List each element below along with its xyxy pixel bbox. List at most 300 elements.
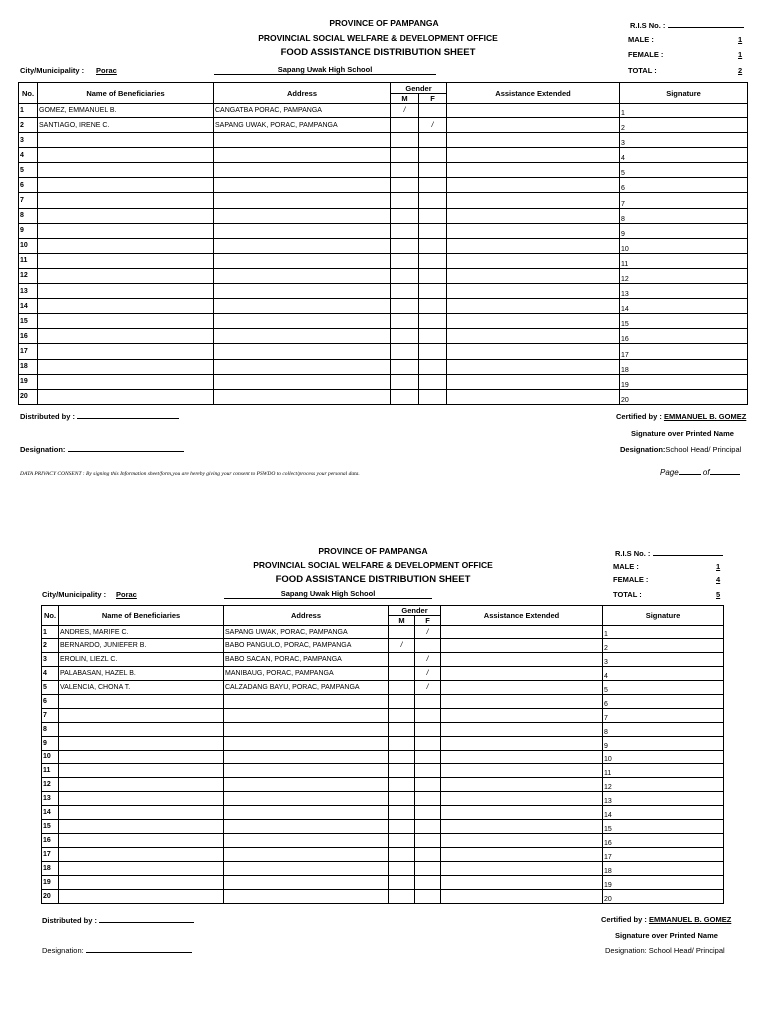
assistance-cell xyxy=(441,722,603,736)
gender-f-mark xyxy=(419,359,447,374)
col-gender-header: Gender xyxy=(391,83,447,94)
table-row xyxy=(19,118,748,133)
table-row xyxy=(42,652,724,666)
gender-f-mark: / xyxy=(419,118,447,133)
beneficiary-address xyxy=(224,834,389,848)
signature-over-name: Signature over Printed Name xyxy=(615,931,718,940)
signature-cell: 17 xyxy=(603,848,724,862)
table-row xyxy=(19,208,748,223)
gender-m-mark xyxy=(389,722,415,736)
assistance-cell xyxy=(447,178,620,193)
assistance-cell xyxy=(447,359,620,374)
gender-m-mark xyxy=(391,284,419,299)
gender-f-mark xyxy=(415,834,441,848)
beneficiary-address xyxy=(224,820,389,834)
gender-f-mark xyxy=(419,163,447,178)
table-row xyxy=(42,875,724,889)
gender-f-mark xyxy=(419,193,447,208)
assistance-cell xyxy=(447,314,620,329)
beneficiary-name xyxy=(59,750,224,764)
male-label: MALE : xyxy=(613,562,639,571)
row-number: 19 xyxy=(42,875,59,889)
gender-f-mark xyxy=(415,792,441,806)
beneficiary-name xyxy=(38,284,214,299)
beneficiary-address: CANGATBA PORAC, PAMPANGA xyxy=(214,104,391,118)
assistance-cell xyxy=(441,626,603,639)
table-row xyxy=(19,284,748,299)
gender-m-mark xyxy=(389,626,415,639)
gender-m-mark xyxy=(391,238,419,253)
table-row xyxy=(19,133,748,148)
col-m-header: M xyxy=(391,94,419,104)
gender-f-mark xyxy=(419,104,447,118)
assistance-cell xyxy=(441,666,603,680)
signature-cell: 19 xyxy=(603,875,724,889)
col-signature-header: Signature xyxy=(603,606,724,626)
signature-cell: 8 xyxy=(620,208,748,223)
gender-m-mark xyxy=(389,875,415,889)
gender-m-mark xyxy=(389,652,415,666)
gender-f-mark xyxy=(415,806,441,820)
gender-m-mark xyxy=(391,253,419,268)
table-row xyxy=(42,862,724,876)
beneficiary-address xyxy=(214,389,391,404)
col-no-header: No. xyxy=(19,83,38,104)
row-number: 3 xyxy=(42,652,59,666)
beneficiary-name xyxy=(38,344,214,359)
gender-m-mark xyxy=(391,344,419,359)
beneficiary-name: GOMEZ, EMMANUEL B. xyxy=(38,104,214,118)
beneficiary-address xyxy=(214,329,391,344)
table-row xyxy=(42,806,724,820)
designation-right: Designation: School Head/ Principal xyxy=(605,946,725,955)
beneficiary-address xyxy=(214,133,391,148)
gender-f-mark xyxy=(419,299,447,314)
signature-cell: 1 xyxy=(620,104,748,118)
office-heading: PROVINCIAL SOCIAL WELFARE & DEVELOPMENT OFFICE xyxy=(253,560,493,570)
gender-m-mark xyxy=(391,314,419,329)
signature-cell: 1 xyxy=(603,626,724,639)
signature-cell: 15 xyxy=(603,820,724,834)
gender-f-mark: / xyxy=(415,626,441,639)
distributed-by: Distributed by : xyxy=(20,412,179,421)
beneficiary-name xyxy=(38,253,214,268)
male-count: 1 xyxy=(738,35,743,44)
beneficiary-address xyxy=(224,694,389,708)
assistance-cell xyxy=(447,253,620,268)
table-row xyxy=(42,666,724,680)
table-row xyxy=(42,750,724,764)
gender-f-mark xyxy=(419,133,447,148)
gender-m-mark xyxy=(389,736,415,750)
row-number: 6 xyxy=(42,694,59,708)
school-name: Sapang Uwak High School xyxy=(214,65,436,75)
table-row xyxy=(19,389,748,404)
gender-m-mark xyxy=(391,193,419,208)
gender-m-mark xyxy=(389,666,415,680)
gender-f-mark xyxy=(415,820,441,834)
table-row xyxy=(19,163,748,178)
assistance-cell xyxy=(447,268,620,283)
beneficiaries-table xyxy=(18,82,748,405)
row-number: 12 xyxy=(42,778,59,792)
table-row xyxy=(19,253,748,268)
beneficiary-name xyxy=(38,374,214,389)
col-name-header: Name of Beneficiaries xyxy=(38,83,214,104)
table-row xyxy=(42,848,724,862)
table-row xyxy=(19,193,748,208)
assistance-cell xyxy=(441,806,603,820)
gender-m-mark xyxy=(391,178,419,193)
beneficiary-name xyxy=(38,268,214,283)
gender-m-mark xyxy=(391,329,419,344)
gender-m-mark xyxy=(391,268,419,283)
beneficiary-address: SAPANG UWAK, PORAC, PAMPANGA xyxy=(224,626,389,639)
table-row xyxy=(42,834,724,848)
beneficiary-address xyxy=(224,875,389,889)
male-label: MALE : xyxy=(628,35,654,44)
signature-cell: 2 xyxy=(620,118,748,133)
signature-cell: 12 xyxy=(620,268,748,283)
signature-cell: 20 xyxy=(620,389,748,404)
row-number: 7 xyxy=(42,708,59,722)
signature-cell: 16 xyxy=(603,834,724,848)
table-row xyxy=(19,238,748,253)
beneficiary-name xyxy=(38,314,214,329)
table-row xyxy=(42,708,724,722)
row-number: 5 xyxy=(42,680,59,694)
beneficiary-name xyxy=(38,133,214,148)
gender-f-mark xyxy=(415,722,441,736)
gender-f-mark xyxy=(419,148,447,163)
beneficiary-name xyxy=(59,875,224,889)
beneficiary-name xyxy=(38,208,214,223)
signature-cell: 16 xyxy=(620,329,748,344)
gender-m-mark: / xyxy=(391,104,419,118)
gender-f-mark xyxy=(415,875,441,889)
assistance-cell xyxy=(447,148,620,163)
beneficiaries-table xyxy=(41,605,724,904)
gender-f-mark xyxy=(419,268,447,283)
city-label: City/Municipality : xyxy=(42,590,107,599)
beneficiary-name: VALENCIA, CHONA T. xyxy=(59,680,224,694)
beneficiary-address xyxy=(224,764,389,778)
assistance-cell xyxy=(447,133,620,148)
table-row xyxy=(42,820,724,834)
row-number: 11 xyxy=(19,253,38,268)
gender-m-mark xyxy=(389,848,415,862)
assistance-cell xyxy=(441,750,603,764)
table-row xyxy=(19,299,748,314)
assistance-cell xyxy=(447,163,620,178)
sheet-title: FOOD ASSISTANCE DISTRIBUTION SHEET xyxy=(280,47,476,58)
sheet-title: FOOD ASSISTANCE DISTRIBUTION SHEET xyxy=(275,574,471,585)
city-label: City/Municipality : xyxy=(20,66,85,75)
assistance-cell xyxy=(447,374,620,389)
beneficiary-name xyxy=(59,708,224,722)
signature-cell: 8 xyxy=(603,722,724,736)
gender-m-mark xyxy=(391,163,419,178)
school-name: Sapang Uwak High School xyxy=(224,589,432,599)
signature-cell: 18 xyxy=(603,862,724,876)
assistance-cell xyxy=(447,118,620,133)
beneficiary-name xyxy=(38,193,214,208)
gender-f-mark xyxy=(419,344,447,359)
assistance-cell xyxy=(447,329,620,344)
col-address-header: Address xyxy=(224,606,389,626)
table-row xyxy=(42,792,724,806)
table-row xyxy=(19,223,748,238)
province-heading: PROVINCE OF PAMPANGA xyxy=(318,546,428,556)
row-number: 2 xyxy=(19,118,38,133)
gender-m-mark xyxy=(389,792,415,806)
gender-f-mark xyxy=(419,314,447,329)
assistance-cell xyxy=(441,680,603,694)
beneficiary-address xyxy=(214,284,391,299)
gender-f-mark xyxy=(419,389,447,404)
beneficiary-name xyxy=(59,764,224,778)
beneficiary-address xyxy=(224,862,389,876)
gender-m-mark: / xyxy=(389,639,415,653)
table-row xyxy=(42,889,724,903)
row-number: 8 xyxy=(42,722,59,736)
beneficiary-name: PALABASAN, HAZEL B. xyxy=(59,666,224,680)
beneficiary-address xyxy=(214,268,391,283)
signature-cell: 3 xyxy=(620,133,748,148)
signature-cell: 14 xyxy=(603,806,724,820)
beneficiary-name xyxy=(59,736,224,750)
row-number: 18 xyxy=(19,359,38,374)
table-row xyxy=(42,694,724,708)
beneficiary-name xyxy=(59,820,224,834)
row-number: 9 xyxy=(42,736,59,750)
beneficiary-name xyxy=(59,722,224,736)
row-number: 20 xyxy=(42,889,59,903)
female-label: FEMALE : xyxy=(613,575,649,584)
table-row xyxy=(19,359,748,374)
col-no-header: No. xyxy=(42,606,59,626)
row-number: 4 xyxy=(42,666,59,680)
assistance-cell xyxy=(441,848,603,862)
assistance-cell xyxy=(441,652,603,666)
gender-f-mark xyxy=(419,238,447,253)
gender-f-mark xyxy=(419,329,447,344)
row-number: 4 xyxy=(19,148,38,163)
gender-f-mark xyxy=(415,764,441,778)
assistance-cell xyxy=(441,708,603,722)
signature-cell: 10 xyxy=(620,238,748,253)
signature-over-name: Signature over Printed Name xyxy=(631,429,734,438)
row-number: 13 xyxy=(42,792,59,806)
certified-by: Certified by : EMMANUEL B. GOMEZ xyxy=(601,915,732,924)
privacy-consent: DATA PRIVACY CONSENT : By signing this Information sheet/form,you are hereby giving your consent to PSWDO to collect/process your personal data. xyxy=(20,471,360,477)
table-row xyxy=(19,374,748,389)
beneficiary-address xyxy=(224,750,389,764)
beneficiary-address xyxy=(224,848,389,862)
male-count: 1 xyxy=(716,562,721,571)
signature-cell: 11 xyxy=(620,253,748,268)
gender-f-mark xyxy=(415,848,441,862)
beneficiary-address xyxy=(214,148,391,163)
gender-f-mark xyxy=(419,253,447,268)
designation-right: Designation:School Head/ Principal xyxy=(620,445,742,454)
gender-m-mark xyxy=(389,889,415,903)
table-row xyxy=(19,314,748,329)
gender-m-mark xyxy=(389,778,415,792)
gender-f-mark xyxy=(415,639,441,653)
beneficiary-name: BERNARDO, JUNIEFER B. xyxy=(59,639,224,653)
gender-f-mark xyxy=(419,223,447,238)
signature-cell: 4 xyxy=(620,148,748,163)
beneficiary-address: MANIBAUG, PORAC, PAMPANGA xyxy=(224,666,389,680)
signature-cell: 4 xyxy=(603,666,724,680)
beneficiary-address: BABO PANGULO, PORAC, PAMPANGA xyxy=(224,639,389,653)
col-assistance-header: Assistance Extended xyxy=(447,83,620,104)
signature-cell: 7 xyxy=(620,193,748,208)
female-label: FEMALE : xyxy=(628,50,664,59)
signature-cell: 10 xyxy=(603,750,724,764)
gender-f-mark xyxy=(415,708,441,722)
row-number: 16 xyxy=(19,329,38,344)
assistance-cell xyxy=(447,389,620,404)
beneficiary-name xyxy=(59,862,224,876)
gender-m-mark xyxy=(389,750,415,764)
beneficiary-name xyxy=(59,848,224,862)
beneficiary-name: SANTIAGO, IRENE C. xyxy=(38,118,214,133)
assistance-cell xyxy=(447,299,620,314)
col-signature-header: Signature xyxy=(620,83,748,104)
signature-cell: 5 xyxy=(603,680,724,694)
beneficiary-name xyxy=(38,238,214,253)
assistance-cell xyxy=(447,223,620,238)
gender-m-mark xyxy=(389,764,415,778)
assistance-cell xyxy=(441,764,603,778)
signature-cell: 18 xyxy=(620,359,748,374)
signature-cell: 11 xyxy=(603,764,724,778)
beneficiary-name: ANDRES, MARIFE C. xyxy=(59,626,224,639)
gender-f-mark xyxy=(415,862,441,876)
gender-m-mark xyxy=(391,148,419,163)
beneficiary-address xyxy=(224,708,389,722)
beneficiary-name xyxy=(38,163,214,178)
beneficiary-address xyxy=(224,889,389,903)
row-number: 17 xyxy=(19,344,38,359)
table-row xyxy=(42,736,724,750)
row-number: 8 xyxy=(19,208,38,223)
row-number: 3 xyxy=(19,133,38,148)
row-number: 7 xyxy=(19,193,38,208)
signature-cell: 15 xyxy=(620,314,748,329)
assistance-cell xyxy=(447,284,620,299)
assistance-cell xyxy=(441,820,603,834)
row-number: 12 xyxy=(19,268,38,283)
table-row xyxy=(42,639,724,653)
assistance-cell xyxy=(447,238,620,253)
col-f-header: F xyxy=(419,94,447,104)
row-number: 10 xyxy=(19,238,38,253)
total-count: 2 xyxy=(738,66,743,75)
province-heading: PROVINCE OF PAMPANGA xyxy=(329,18,439,28)
col-assistance-header: Assistance Extended xyxy=(441,606,603,626)
signature-cell: 9 xyxy=(603,736,724,750)
signature-cell: 9 xyxy=(620,223,748,238)
row-number: 1 xyxy=(19,104,38,118)
beneficiary-address: CALZADANG BAYU, PORAC, PAMPANGA xyxy=(224,680,389,694)
row-number: 9 xyxy=(19,223,38,238)
gender-m-mark xyxy=(391,299,419,314)
beneficiary-name xyxy=(38,359,214,374)
signature-cell: 13 xyxy=(620,284,748,299)
gender-f-mark xyxy=(415,778,441,792)
gender-m-mark xyxy=(389,806,415,820)
col-m-header: M xyxy=(389,616,415,626)
beneficiary-address xyxy=(224,806,389,820)
row-number: 14 xyxy=(19,299,38,314)
col-address-header: Address xyxy=(214,83,391,104)
row-number: 17 xyxy=(42,848,59,862)
gender-m-mark xyxy=(391,208,419,223)
beneficiary-address xyxy=(214,193,391,208)
table-row xyxy=(19,104,748,118)
beneficiary-address xyxy=(224,778,389,792)
gender-f-mark xyxy=(419,178,447,193)
gender-f-mark xyxy=(419,374,447,389)
signature-cell: 6 xyxy=(603,694,724,708)
city-value: Porac xyxy=(96,66,117,75)
signature-cell: 17 xyxy=(620,344,748,359)
gender-m-mark xyxy=(391,389,419,404)
table-row xyxy=(42,722,724,736)
total-label: TOTAL : xyxy=(628,66,657,75)
table-row xyxy=(19,344,748,359)
ris-label: R.I.S No. : xyxy=(615,549,723,558)
gender-f-mark: / xyxy=(415,666,441,680)
beneficiary-address xyxy=(214,314,391,329)
signature-cell: 6 xyxy=(620,178,748,193)
assistance-cell xyxy=(441,862,603,876)
beneficiary-address xyxy=(224,736,389,750)
gender-f-mark xyxy=(415,694,441,708)
assistance-cell xyxy=(447,208,620,223)
col-name-header: Name of Beneficiaries xyxy=(59,606,224,626)
assistance-cell xyxy=(441,639,603,653)
beneficiary-name xyxy=(38,178,214,193)
beneficiary-address xyxy=(214,253,391,268)
gender-m-mark xyxy=(391,133,419,148)
gender-m-mark xyxy=(391,118,419,133)
beneficiary-name: EROLIN, LIEZL C. xyxy=(59,652,224,666)
beneficiary-address: BABO SACAN, PORAC, PAMPANGA xyxy=(224,652,389,666)
assistance-cell xyxy=(441,875,603,889)
gender-m-mark xyxy=(389,708,415,722)
assistance-cell xyxy=(447,344,620,359)
signature-cell: 19 xyxy=(620,374,748,389)
gender-m-mark xyxy=(389,680,415,694)
row-number: 16 xyxy=(42,834,59,848)
beneficiary-name xyxy=(59,778,224,792)
row-number: 11 xyxy=(42,764,59,778)
row-number: 14 xyxy=(42,806,59,820)
signature-cell: 13 xyxy=(603,792,724,806)
gender-f-mark: / xyxy=(415,652,441,666)
total-count: 5 xyxy=(716,590,721,599)
beneficiary-name xyxy=(38,389,214,404)
female-count: 1 xyxy=(738,50,743,59)
gender-f-mark: / xyxy=(415,680,441,694)
row-number: 18 xyxy=(42,862,59,876)
gender-m-mark xyxy=(389,834,415,848)
gender-f-mark xyxy=(415,750,441,764)
